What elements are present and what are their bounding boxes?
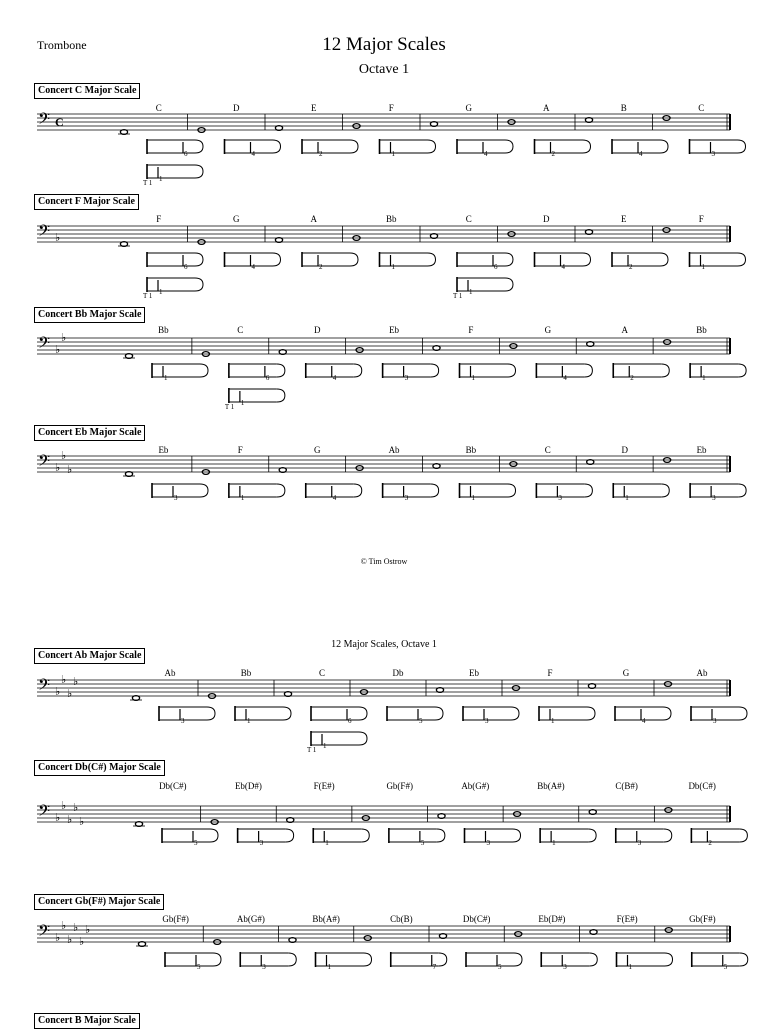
slide-diagram [225,139,281,158]
slide-position-number: 1 [240,494,245,502]
note-name: C(B#) [615,781,638,791]
flat-sign-icon: ♭ [67,687,73,700]
slide-position-number: 3 [404,374,409,382]
slide-position-number: 4 [251,263,255,271]
slide-diagram [535,252,591,271]
slide-diagram [692,952,748,971]
slide-position-number: 1 [327,963,331,971]
note-name: Db(C#) [688,781,716,791]
running-header: 12 Major Scales, Octave 1 [331,639,437,650]
scale-label: Concert Eb Major Scale [34,425,145,441]
slide-diagram [387,706,443,725]
slide-position-number: 5 [498,963,502,971]
slide-position-number: 3 [486,839,490,847]
slide-diagram [460,483,516,502]
note-name: Db(C#) [159,781,187,791]
slide-position-number: 1 [471,374,475,382]
note-name: B [620,103,627,113]
note-name: Gb(F#) [162,914,189,924]
note-name: Gb(F#) [386,781,413,791]
slide-diagram [612,139,668,158]
bass-clef-icon: 𝄢 [38,110,51,132]
note-name: F [388,103,394,113]
note-name: C [155,103,162,113]
slide-position-number: 6 [348,717,352,725]
flat-sign-icon: ♭ [73,921,79,934]
note-name: D [233,103,240,113]
slide-diagram [460,363,516,382]
trigger-marking: T 1 [453,292,463,300]
note-name: Eb(D#) [538,914,566,924]
slide-diagram [313,828,369,847]
slide-position-number: 4 [251,150,255,158]
flat-sign-icon: ♭ [61,449,67,462]
slide-diagram [240,952,296,971]
slide-diagram [391,952,447,971]
flat-sign-icon: ♭ [73,675,79,688]
slide-position-number: 2 [708,839,712,847]
slide-position-number: 1 [471,494,475,502]
slide-diagram [541,952,597,971]
flat-sign-icon: ♭ [55,343,61,356]
slide-diagram [152,363,208,382]
slide-position-number: 1 [323,742,327,750]
slide-position-number: 4 [332,374,337,382]
slide-diagram-alternate [311,731,367,750]
slide-position-number: 4 [642,717,646,725]
note-name: F [468,325,474,335]
note-name: Bb(A#) [537,781,565,791]
note-name: Ab [164,668,176,678]
slide-position-number: 1 [469,288,473,296]
copyright-notice: © Tim Ostrow [360,557,408,566]
slide-diagram [311,706,367,725]
slide-position-number: 6 [184,263,188,271]
note-name: Ab [696,668,708,678]
bass-clef-icon: 𝄢 [38,334,51,356]
slide-diagram [616,828,672,847]
slide-position-number: 1 [159,175,163,183]
slide-diagram [229,363,285,382]
slide-position-number: 2 [629,263,633,271]
slide-position-number: 2 [630,374,634,382]
page-title: 12 Major Scales [322,34,446,55]
note-name: C [544,445,551,455]
slide-position-number: 4 [484,150,488,158]
slide-position-number: 1 [247,717,251,725]
slide-diagram [383,363,439,382]
note-name: G [622,668,630,678]
flat-sign-icon: ♭ [67,463,73,476]
flat-sign-icon: ♭ [55,685,61,698]
slide-position-number: 2 [551,150,555,158]
flat-sign-icon: ♭ [55,231,61,244]
note-name: Ab(G#) [461,781,490,791]
slide-position-number: 4 [639,150,643,158]
slide-diagram [540,828,596,847]
slide-position-number: 5 [723,963,728,971]
slide-position-number: 3 [181,717,185,725]
slide-diagram [536,483,592,502]
note-name: Bb [696,325,707,335]
flat-sign-icon: ♭ [79,815,85,828]
slide-position-number: 5 [194,839,198,847]
slide-position-number: 1 [159,288,163,296]
flat-sign-icon: ♭ [79,935,85,948]
slide-diagram [457,252,513,271]
slide-diagram [690,139,746,158]
slide-position-number: 1 [625,494,629,502]
scale-label: Concert Gb(F#) Major Scale [34,894,164,910]
note-name: G [465,103,472,113]
slide-position-number: 3 [259,839,264,847]
note-name: D [313,325,321,335]
note-name: C [318,668,326,678]
slide-position-number: 6 [265,374,270,382]
slide-diagram [691,828,747,847]
note-name: Gb(F#) [689,914,716,924]
slide-diagram [465,828,521,847]
note-name: Eb [696,445,707,455]
slide-position-number: 3 [404,494,409,502]
note-name: Db [392,668,404,678]
note-name: F [698,214,704,224]
slide-position-number: 3 [712,494,716,502]
scale-label: Concert B Major Scale [34,1013,140,1029]
slide-diagram-alternate [229,388,285,407]
note-name: A [621,325,628,335]
slide-diagram [225,252,281,271]
note-name: G [544,325,552,335]
note-name: Eb(D#) [234,781,262,791]
slide-position-number: 5 [419,717,423,725]
slide-diagram [147,252,203,271]
flat-sign-icon: ♭ [55,461,61,474]
slide-diagram [612,252,668,271]
slide-position-number: 4 [332,494,337,502]
note-name: Eb [389,325,400,335]
slide-position-number: 6 [494,263,498,271]
note-name: F [156,214,162,224]
slide-diagram [457,139,513,158]
note-name: Bb [158,325,169,335]
note-name: Ab [388,445,400,455]
slide-diagram [383,483,439,502]
slide-position-number: 1 [240,399,245,407]
slide-diagram [389,828,445,847]
flat-sign-icon: ♭ [67,813,73,826]
instrument-name: Trombone [37,38,87,52]
slide-position-number: 2 [319,263,323,271]
slide-position-number: 1 [552,839,556,847]
flat-sign-icon: ♭ [55,811,61,824]
slide-diagram-alternate [147,164,203,183]
note-name: C [698,103,705,113]
slide-diagram [238,828,294,847]
note-name: D [621,445,628,455]
slide-diagram [690,363,746,382]
note-name: F(E#) [313,781,335,791]
slide-diagrams-row [0,826,768,886]
slide-diagram [613,483,669,502]
note-name: G [233,214,240,224]
slide-position-number: 3 [713,717,717,725]
slide-diagram [690,483,746,502]
slide-position-number: 5 [197,963,201,971]
bass-clef-icon: 𝄢 [38,676,51,698]
slide-diagrams-row [0,250,768,310]
slide-position-number: 1 [701,263,705,271]
page-subtitle: Octave 1 [358,62,410,77]
scale-label: Concert C Major Scale [34,83,140,99]
slide-diagram [229,483,285,502]
flat-sign-icon: ♭ [85,923,91,936]
slide-position-number: 4 [561,263,565,271]
note-name: Bb [465,445,477,455]
slide-diagrams-row [0,481,768,541]
flat-sign-icon: ♭ [61,919,67,932]
flat-sign-icon: ♭ [67,933,73,946]
slide-diagrams-row [0,361,768,421]
slide-diagram [613,363,669,382]
note-name: D [543,214,550,224]
slide-diagram [380,252,436,271]
slide-diagram [306,363,362,382]
slide-position-number: 1 [551,717,555,725]
note-name: Eb [158,445,169,455]
slide-position-number: 1 [391,263,395,271]
slide-position-number: 4 [563,374,567,382]
slide-diagram [165,952,221,971]
slide-position-number: 3 [174,494,178,502]
flat-sign-icon: ♭ [61,331,67,344]
note-name: F [547,668,553,678]
scale-label: Concert F Major Scale [34,194,139,210]
slide-diagram [147,139,203,158]
flat-sign-icon: ♭ [55,931,61,944]
slide-diagram [691,706,747,725]
note-name: Cb(B) [390,914,413,924]
slide-position-number: 1 [164,374,168,382]
scale-label: Concert Bb Major Scale [34,307,145,323]
flat-sign-icon: ♭ [61,673,67,686]
common-time-icon: C [55,115,64,129]
slide-diagram [316,952,372,971]
bass-clef-icon: 𝄢 [38,922,51,944]
slide-diagrams-row [0,137,768,197]
slide-diagram [617,952,673,971]
slide-position-number: 3 [711,150,715,158]
note-name: C [465,214,472,224]
slide-position-number: 1 [325,839,329,847]
slide-diagram [306,483,362,502]
slide-position-number: 3 [637,839,642,847]
slide-diagram [380,139,436,158]
slide-position-number: 7 [432,963,437,971]
scale-label: Concert Ab Major Scale [34,648,145,664]
slide-position-number: 3 [558,494,562,502]
slide-diagram [302,252,358,271]
scale-label: Concert Db(C#) Major Scale [34,760,165,776]
flat-sign-icon: ♭ [73,801,79,814]
slide-diagram-alternate [457,277,513,296]
bass-clef-icon: 𝄢 [38,452,51,474]
slide-diagrams-row [0,950,768,1010]
note-name: G [313,445,321,455]
slide-diagram [235,706,291,725]
slide-diagram [152,483,208,502]
slide-position-number: 1 [628,963,632,971]
slide-position-number: 6 [184,150,188,158]
note-name: C [237,325,244,335]
slide-position-number: 1 [391,150,395,158]
trigger-marking: T 1 [143,292,153,300]
note-name: Eb [469,668,479,678]
note-name: A [310,214,317,224]
slide-position-number: 1 [702,374,706,382]
slide-diagram-alternate [147,277,203,296]
note-name: E [621,214,627,224]
trigger-marking: T 1 [143,179,153,187]
bass-clef-icon: 𝄢 [38,222,51,244]
note-name: Bb [240,668,252,678]
trigger-marking: T 1 [224,403,235,411]
slide-position-number: 3 [262,963,266,971]
slide-diagram [159,706,215,725]
slide-position-number: 5 [420,839,425,847]
slide-diagrams-row [0,704,768,764]
note-name: Db(C#) [462,914,491,924]
trigger-marking: T 1 [307,746,317,754]
slide-diagram [162,828,218,847]
note-name: E [311,103,317,113]
slide-diagram [535,139,591,158]
slide-position-number: 2 [319,150,323,158]
flat-sign-icon: ♭ [61,799,67,812]
slide-diagram [539,706,595,725]
slide-diagram [690,252,746,271]
note-name: Bb [385,214,397,224]
slide-diagram [463,706,519,725]
note-name: F(E#) [616,914,638,924]
slide-position-number: 3 [485,717,489,725]
slide-diagram [536,363,592,382]
slide-diagram [302,139,358,158]
bass-clef-icon: 𝄢 [38,802,51,824]
note-name: F [237,445,243,455]
slide-diagram [615,706,671,725]
slide-diagram [466,952,522,971]
note-name: Bb(A#) [312,914,340,924]
note-name: A [543,103,550,113]
slide-position-number: 3 [563,963,567,971]
note-name: Ab(G#) [236,914,265,924]
